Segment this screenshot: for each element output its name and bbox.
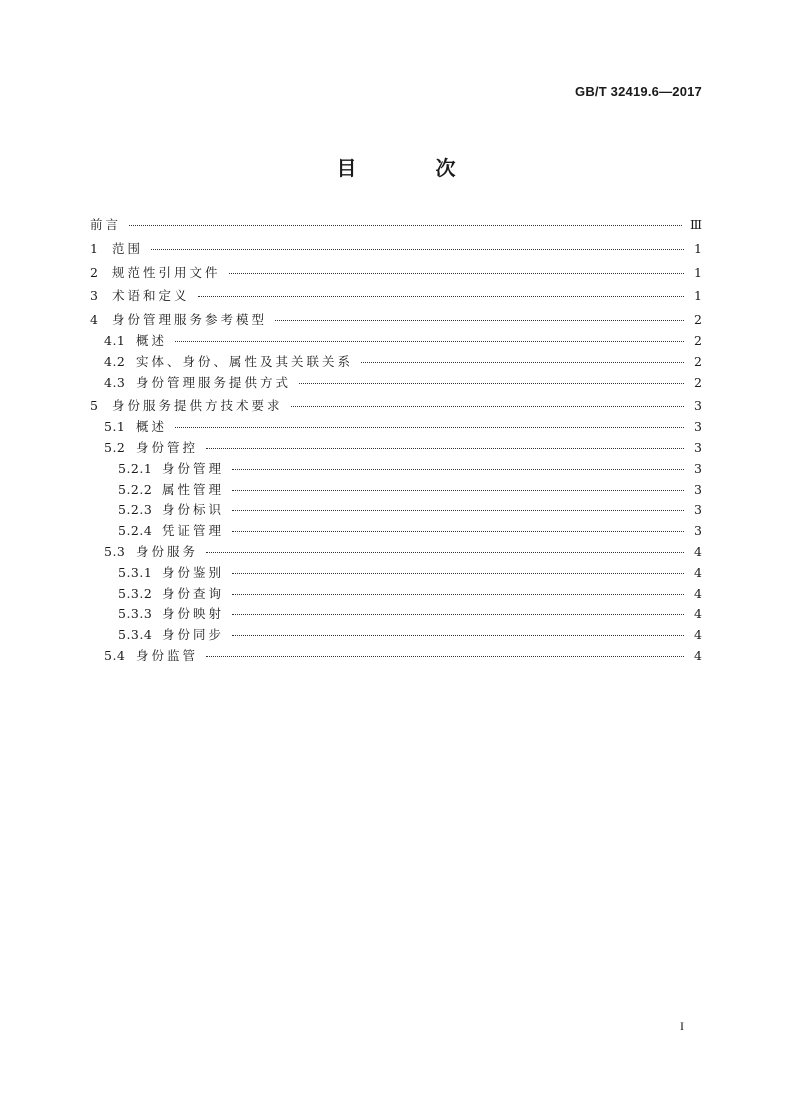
toc-entry-number: 4.1 xyxy=(104,332,126,348)
toc-entry-page: 4 xyxy=(694,564,702,580)
toc-entry[interactable] xyxy=(90,373,702,394)
table-of-contents xyxy=(90,215,702,667)
toc-leader-dots xyxy=(151,249,684,250)
standard-code: GB/T 32419.6—2017 xyxy=(575,84,702,99)
toc-leader-dots xyxy=(232,594,684,595)
toc-entry-number: 3 xyxy=(90,288,99,304)
toc-leader-dots xyxy=(198,296,684,297)
toc-entry-page: 2 xyxy=(694,312,702,328)
toc-entry-page: 3 xyxy=(694,523,702,539)
toc-entry[interactable] xyxy=(90,438,702,459)
toc-leader-dots xyxy=(129,225,682,226)
toc-leader-dots xyxy=(232,510,684,511)
toc-entry-label: 身份管控 xyxy=(136,439,199,455)
toc-entry-label: 概述 xyxy=(136,332,168,348)
toc-entry-page: 3 xyxy=(694,481,702,497)
toc-leader-dots xyxy=(232,531,684,532)
toc-entry-number: 4.2 xyxy=(104,353,126,369)
toc-entry-page: 2 xyxy=(694,353,702,369)
toc-entry-number: 1 xyxy=(90,240,99,256)
toc-leader-dots xyxy=(232,573,684,574)
toc-entry[interactable] xyxy=(90,521,702,542)
toc-entry-number: 5.1 xyxy=(104,419,126,435)
toc-entry[interactable] xyxy=(90,542,702,563)
toc-leader-dots xyxy=(232,635,684,636)
toc-entry-page: 4 xyxy=(694,627,702,643)
toc-entry-number: 4 xyxy=(90,312,99,328)
toc-leader-dots xyxy=(275,320,684,321)
toc-entry-page: 3 xyxy=(694,460,702,476)
toc-entry[interactable] xyxy=(90,417,702,438)
toc-entry[interactable] xyxy=(90,584,702,605)
toc-entry-label: 身份管理服务提供方式 xyxy=(136,374,292,390)
toc-entry-page: 3 xyxy=(694,439,702,455)
toc-entry[interactable] xyxy=(90,480,702,501)
toc-leader-dots xyxy=(232,469,684,470)
toc-entry-label: 身份查询 xyxy=(162,585,225,601)
toc-entry-page: 1 xyxy=(694,240,702,256)
toc-entry-label: 身份管理 xyxy=(162,460,225,476)
toc-entry-label: 实体、身份、属性及其关联关系 xyxy=(136,353,354,369)
toc-entry-number: 5.3.3 xyxy=(118,606,153,622)
toc-leader-dots xyxy=(299,383,684,384)
toc-leader-dots xyxy=(175,341,684,342)
toc-entry[interactable] xyxy=(90,604,702,625)
toc-entry-number: 5.3.4 xyxy=(118,627,153,643)
toc-entry[interactable] xyxy=(90,459,702,480)
toc-entry[interactable] xyxy=(90,396,702,417)
toc-entry[interactable] xyxy=(90,646,702,667)
toc-entry[interactable] xyxy=(90,625,702,646)
toc-entry-number: 5.2.2 xyxy=(118,481,153,497)
toc-entry-page: 3 xyxy=(694,502,702,518)
toc-leader-dots xyxy=(229,273,684,274)
toc-entry[interactable] xyxy=(90,286,702,307)
toc-entry-label: 身份监管 xyxy=(136,647,199,663)
toc-entry-label: 身份鉴别 xyxy=(162,564,225,580)
toc-entry-number: 5 xyxy=(90,398,99,414)
toc-entry-page: 1 xyxy=(694,288,702,304)
toc-entry-page: Ⅲ xyxy=(689,217,702,232)
toc-entry-number: 5.3 xyxy=(104,543,126,559)
toc-entry[interactable] xyxy=(90,263,702,284)
toc-entry-number: 5.3.1 xyxy=(118,564,153,580)
page-number: I xyxy=(680,1019,684,1033)
toc-entry-page: 3 xyxy=(694,398,702,414)
toc-entry-label: 概述 xyxy=(136,419,168,435)
toc-entry-page: 2 xyxy=(694,374,702,390)
toc-entry-page: 4 xyxy=(694,606,702,622)
page-title: 目 次 xyxy=(336,156,492,180)
toc-leader-dots xyxy=(291,406,684,407)
toc-entry[interactable] xyxy=(90,500,702,521)
toc-entry-label: 身份同步 xyxy=(162,627,225,643)
toc-entry-label: 术语和定义 xyxy=(112,288,190,304)
toc-entry-number: 5.2.3 xyxy=(118,502,153,518)
toc-entry-number: 5.2.4 xyxy=(118,523,153,539)
toc-leader-dots xyxy=(361,362,684,363)
toc-entry[interactable] xyxy=(90,310,702,331)
toc-entry-number: 4.3 xyxy=(104,374,126,390)
toc-entry[interactable] xyxy=(90,239,702,260)
toc-entry-number: 5.2 xyxy=(104,439,126,455)
toc-entry-page: 4 xyxy=(694,585,702,601)
toc-leader-dots xyxy=(206,448,684,449)
toc-entry[interactable] xyxy=(90,331,702,352)
toc-entry-label: 身份标识 xyxy=(162,502,225,518)
toc-entry-label: 前言 xyxy=(90,217,122,232)
toc-leader-dots xyxy=(232,614,684,615)
toc-entry[interactable] xyxy=(90,352,702,373)
toc-entry-number: 5.3.2 xyxy=(118,585,153,601)
toc-entry-page: 3 xyxy=(694,419,702,435)
toc-entry-label: 属性管理 xyxy=(162,481,225,497)
toc-leader-dots xyxy=(206,656,684,657)
toc-entry-label: 身份管理服务参考模型 xyxy=(112,312,268,328)
toc-entry-label: 凭证管理 xyxy=(162,523,225,539)
toc-entry-number: 2 xyxy=(90,264,99,280)
toc-leader-dots xyxy=(206,552,684,553)
toc-entry-label: 身份服务提供方技术要求 xyxy=(112,398,283,414)
toc-entry[interactable] xyxy=(90,215,702,236)
toc-entry-page: 4 xyxy=(694,543,702,559)
toc-entry-number: 5.4 xyxy=(104,647,126,663)
toc-entry-label: 范围 xyxy=(112,240,144,256)
toc-leader-dots xyxy=(232,490,684,491)
toc-entry-page: 1 xyxy=(694,264,702,280)
toc-leader-dots xyxy=(175,427,684,428)
toc-entry-label: 身份映射 xyxy=(162,606,225,622)
toc-entry-label: 身份服务 xyxy=(136,543,199,559)
toc-entry[interactable] xyxy=(90,563,702,584)
toc-entry-number: 5.2.1 xyxy=(118,460,153,476)
toc-entry-page: 2 xyxy=(694,332,702,348)
toc-entry-label: 规范性引用文件 xyxy=(112,264,221,280)
toc-entry-page: 4 xyxy=(694,647,702,663)
